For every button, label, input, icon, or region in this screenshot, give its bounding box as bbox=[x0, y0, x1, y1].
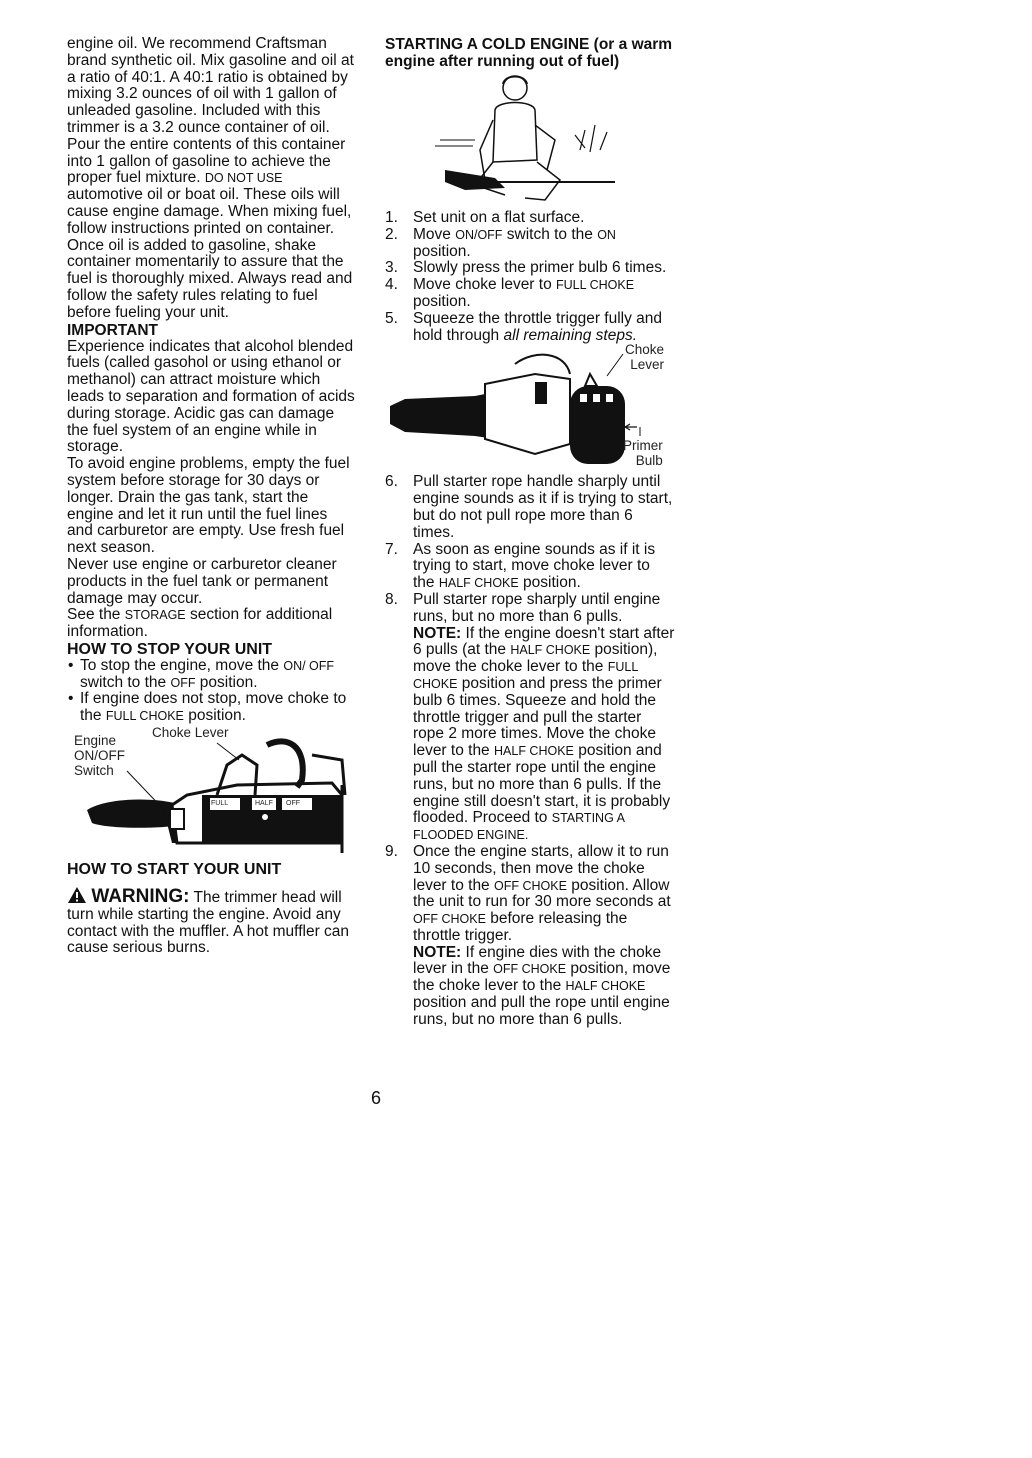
stop-instructions-list bbox=[67, 658, 357, 725]
engine-switch-callout bbox=[74, 733, 125, 778]
choke-lever-callout: Choke Lever bbox=[152, 725, 229, 741]
warning-block bbox=[67, 886, 357, 957]
list-item: 4. Move choke lever to FULL CHOKE position. bbox=[385, 276, 635, 310]
cleaner-paragraph: Never use engine or carburetor cleaner products in the fuel tank or permanent damage may occur. bbox=[67, 555, 337, 607]
list-item: 1. Set unit on a flat surface. bbox=[385, 209, 585, 226]
kneeling-operator-illustration bbox=[385, 70, 670, 210]
panel-half-label: HALF bbox=[255, 800, 273, 808]
stop-unit-heading: HOW TO STOP YOUR UNIT bbox=[67, 640, 273, 658]
list-item: 3. Slowly press the primer bulb 6 times. bbox=[385, 259, 667, 277]
choke-primer-illustration bbox=[385, 344, 670, 474]
left-column bbox=[67, 36, 357, 957]
list-item: 2. Move ON/OFF switch to the ON position. bbox=[385, 225, 616, 260]
list-item: 7. As soon as engine sounds as if it is trying to start, move choke lever to the HALF CHOKE position. bbox=[385, 540, 656, 592]
page-number: 6 bbox=[370, 1088, 381, 1108]
start-unit-heading: HOW TO START YOUR UNIT bbox=[67, 861, 282, 879]
cold-start-steps-part2 bbox=[385, 474, 675, 1028]
list-item: 5. Squeeze the throttle trigger fully and hold through all remaining steps. bbox=[385, 309, 663, 344]
primer-bulb-label bbox=[623, 438, 663, 468]
callout-line: Lever bbox=[630, 357, 665, 373]
callout-line: Bulb bbox=[635, 453, 663, 469]
callout-line: Primer bbox=[623, 438, 663, 454]
note-label: NOTE: bbox=[413, 624, 462, 642]
cold-start-steps-part1 bbox=[385, 210, 675, 344]
choke-lever-label bbox=[625, 342, 664, 372]
warning-label: WARNING: bbox=[91, 886, 190, 908]
callout-line: Engine bbox=[74, 733, 117, 749]
storage-advice-paragraph: To avoid engine problems, empty the fuel system before storage for 30 days or longer. Drain the gas tank, start the engine and let it run until the fuel lines and carburetor are empty. Use fresh fuel next season. bbox=[67, 455, 350, 557]
right-column bbox=[385, 36, 675, 1029]
list-item: 6. Pull starter rope handle sharply until engine sounds as it if is trying to start, but do not pull rope more than 6 times. bbox=[385, 473, 673, 541]
list-item: 9. Once the engine starts, allow it to run 10 seconds, then move the choke lever to the OFF CHOKE position. Allow the unit to run for 30 more seconds at OFF CHOKE before releasing the throttle trigger. NOTE: If engine dies with the choke lever in the OFF CHOKE position, move the choke lever to the HALF CHOKE position and pull the rope until engine runs, but no more than 6 pulls. bbox=[385, 842, 671, 1028]
list-item: • To stop the engine, move the ON/ OFF switch to the OFF position. bbox=[67, 658, 357, 692]
list-item: • If engine does not stop, move choke to the FULL CHOKE position. bbox=[67, 691, 357, 725]
callout-line: Switch bbox=[74, 763, 114, 779]
callout-line: ON/OFF bbox=[74, 748, 125, 764]
see-storage-paragraph: See the STORAGE section for additional information. bbox=[67, 606, 333, 641]
cold-engine-heading: STARTING A COLD ENGINE (or a warm engine after running out of fuel) bbox=[385, 36, 673, 70]
fuel-mix-paragraph: engine oil. We recommend Craftsman brand synthetic oil. Mix gasoline and oil at a ratio of 40:1. A 40:1 ratio is obtained by mixing 3.2 ounces of oil with 1 gallon of unleaded gasoline. Included with this trimmer is a 3.2 ounce container of oil. Pour the entire contents of this container into 1 gallon of gasoline to achieve the proper fuel mixture. DO NOT USE automotive oil or boat oil. These oils will cause engine damage. When mixing fuel, follow instructions printed on container. bbox=[67, 35, 354, 237]
warning-triangle-icon bbox=[67, 889, 91, 906]
panel-full-label: FULL bbox=[211, 800, 229, 808]
panel-off-label: OFF bbox=[286, 800, 300, 808]
operator-drawing bbox=[385, 70, 670, 210]
important-heading: IMPORTANT bbox=[67, 321, 158, 339]
alcohol-paragraph: Experience indicates that alcohol blended fuels (called gasohol or using ethanol or methanol) can attract moisture which leads to separation and formation of acids during storage. Acidic gas can damage the fuel system of an engine while in storage. bbox=[67, 337, 355, 456]
callout-line: Choke bbox=[625, 342, 665, 358]
note-label: NOTE: bbox=[413, 943, 462, 961]
warning-text: The trimmer head will turn while starting the engine. Avoid any contact with the muffler. A hot muffler can cause serious burns. bbox=[67, 889, 350, 957]
stop-switch-illustration bbox=[67, 725, 352, 855]
list-item: 8. Pull starter rope sharply until engine runs, but no more than 6 pulls. NOTE: If the engine doesn't start after 6 pulls (at the HALF CHOKE position), move the choke lever to the FULL CHOKE position and press the primer bulb 6 times. Squeeze and hold the throttle trigger and pull the starter rope 2 more times. Move the choke lever to the HALF CHOKE position and pull the starter rope until the engine runs, but no more than 6 pulls. If the engine still doesn't start, it is probably flooded. Proceed to STARTING A FLOODED ENGINE. bbox=[385, 590, 675, 843]
shake-paragraph: Once oil is added to gasoline, shake container momentarily to assure that the fuel is thoroughly mixed. Always read and follow the safety rules relating to fuel before fueling your unit. bbox=[67, 236, 353, 321]
